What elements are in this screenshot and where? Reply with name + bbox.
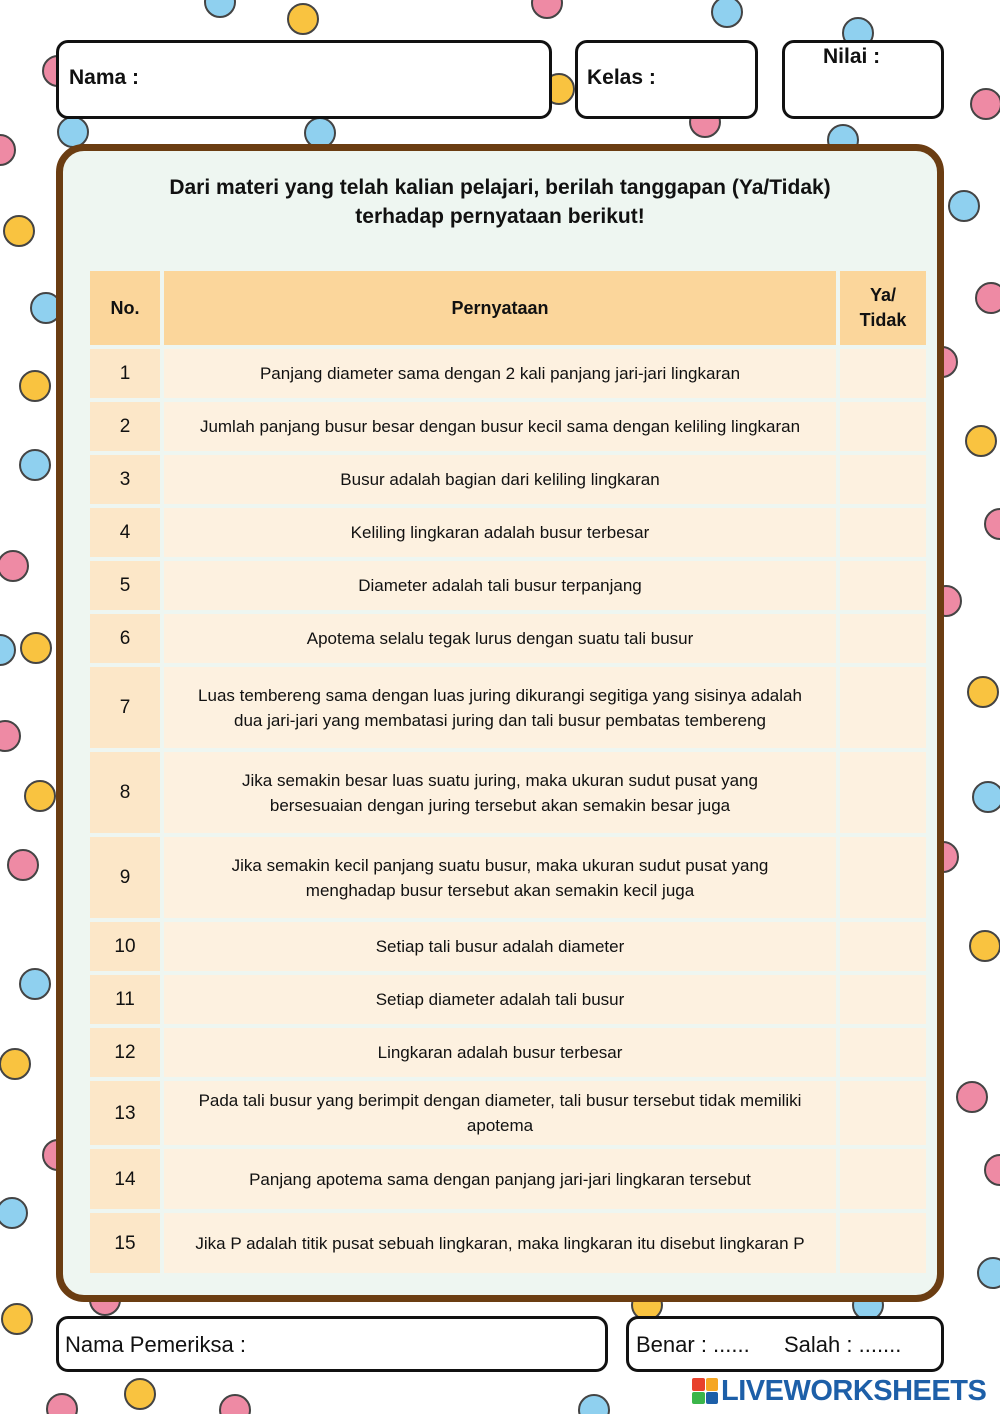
answer-input[interactable] — [840, 576, 926, 596]
answer-input[interactable] — [840, 990, 926, 1010]
row-number: 2 — [90, 402, 160, 451]
statement-text: Jumlah panjang busur besar dengan busur kecil sama dengan keliling lingkaran — [164, 402, 836, 451]
instruction-text — [63, 173, 937, 231]
answer-input[interactable] — [840, 629, 926, 649]
table-row — [90, 561, 926, 610]
statement-text: Lingkaran adalah busur terbesar — [164, 1028, 836, 1077]
statement-line-2: menghadap busur tersebut akan semakin kecil juga — [305, 880, 695, 900]
statement-text — [164, 667, 836, 748]
result-box — [626, 1316, 944, 1372]
class-box — [575, 40, 758, 119]
statement-text: Diameter adalah tali busur terpanjang — [164, 561, 836, 610]
row-number: 12 — [90, 1028, 160, 1077]
table-row — [90, 349, 926, 398]
answer-input[interactable] — [840, 470, 926, 490]
table-row — [90, 1028, 926, 1077]
statement-line-1: Jika semakin besar luas suatu juring, maka ukuran sudut pusat yang — [242, 770, 758, 790]
answer-input[interactable] — [840, 937, 926, 957]
table-row — [90, 975, 926, 1024]
answer-cell — [840, 975, 926, 1024]
statement-text — [164, 837, 836, 918]
answer-input[interactable] — [840, 364, 926, 384]
liveworksheets-logo-icon — [692, 1378, 718, 1404]
statement-text: Apotema selalu tegak lurus dengan suatu tali busur — [164, 614, 836, 663]
row-number: 10 — [90, 922, 160, 971]
name-input[interactable] — [159, 63, 539, 95]
row-number: 13 — [90, 1081, 160, 1145]
instruction-line-1: Dari materi yang telah kalian pelajari, berilah tanggapan (Ya/Tidak) — [169, 176, 831, 199]
answer-input[interactable] — [840, 1170, 926, 1190]
answer-cell — [840, 508, 926, 557]
correct-count-label: Benar : ...... — [636, 1332, 750, 1357]
answer-cell — [840, 561, 926, 610]
row-number: 5 — [90, 561, 160, 610]
answer-cell — [840, 402, 926, 451]
column-header-answer-line-2: Tidak — [859, 310, 907, 330]
statement-line-1: Pada tali busur yang berimpit dengan diameter, tali busur tersebut tidak memiliki — [198, 1091, 802, 1110]
wrong-count-label: Salah : ....... — [784, 1332, 902, 1357]
answer-cell — [840, 1028, 926, 1077]
score-input[interactable] — [799, 73, 929, 107]
answer-input[interactable] — [840, 868, 926, 888]
row-number: 1 — [90, 349, 160, 398]
statement-text: Panjang diameter sama dengan 2 kali panjang jari-jari lingkaran — [164, 349, 836, 398]
answer-cell — [840, 1213, 926, 1273]
statement-text: Panjang apotema sama dengan panjang jari-jari lingkaran tersebut — [164, 1149, 836, 1209]
table-row — [90, 614, 926, 663]
answer-input[interactable] — [840, 1043, 926, 1063]
row-number: 15 — [90, 1213, 160, 1273]
table-row — [90, 752, 926, 833]
score-label: Nilai : — [823, 45, 881, 68]
name-box — [56, 40, 552, 119]
table-row — [90, 1213, 926, 1273]
row-number: 11 — [90, 975, 160, 1024]
answer-cell — [840, 837, 926, 918]
checker-box — [56, 1316, 608, 1372]
statement-line-1: Luas tembereng sama dengan luas juring dikurangi segitiga yang sisinya adalah — [198, 685, 802, 705]
answer-cell — [840, 349, 926, 398]
table-row — [90, 508, 926, 557]
statement-text — [164, 1081, 836, 1145]
answer-cell — [840, 922, 926, 971]
class-label: Kelas : — [587, 66, 656, 89]
statement-text: Jika P adalah titik pusat sebuah lingkaran, maka lingkaran itu disebut lingkaran P — [164, 1213, 836, 1273]
row-number: 14 — [90, 1149, 160, 1209]
answer-cell — [840, 752, 926, 833]
row-number: 4 — [90, 508, 160, 557]
table-row — [90, 922, 926, 971]
table-header-row — [90, 271, 926, 345]
class-input[interactable] — [673, 63, 751, 95]
answer-input[interactable] — [840, 783, 926, 803]
table-row — [90, 667, 926, 748]
row-number: 6 — [90, 614, 160, 663]
liveworksheets-logo-text: LIVEWORKSHEETS — [721, 1374, 987, 1407]
column-header-answer-line-1: Ya/ — [869, 285, 897, 305]
answer-cell — [840, 667, 926, 748]
statement-text: Busur adalah bagian dari keliling lingkaran — [164, 455, 836, 504]
instruction-line-2: terhadap pernyataan berikut! — [355, 205, 645, 228]
table-row — [90, 1149, 926, 1209]
statement-table — [86, 267, 930, 1277]
statement-line-2: apotema — [466, 1116, 534, 1135]
statement-text: Setiap diameter adalah tali busur — [164, 975, 836, 1024]
table-row — [90, 455, 926, 504]
statement-line-2: bersesuaian dengan juring tersebut akan semakin besar juga — [269, 795, 731, 815]
answer-input[interactable] — [840, 523, 926, 543]
answer-input[interactable] — [840, 698, 926, 718]
checker-label: Nama Pemeriksa : — [65, 1332, 246, 1357]
answer-cell — [840, 614, 926, 663]
answer-input[interactable] — [840, 1104, 926, 1124]
statement-text — [164, 752, 836, 833]
column-header-answer — [840, 271, 926, 345]
statement-text: Keliling lingkaran adalah busur terbesar — [164, 508, 836, 557]
checker-input[interactable] — [265, 1331, 595, 1359]
statement-text: Setiap tali busur adalah diameter — [164, 922, 836, 971]
statement-line-2: dua jari-jari yang membatasi juring dan tali busur pembatas tembereng — [233, 710, 766, 730]
answer-cell — [840, 455, 926, 504]
row-number: 3 — [90, 455, 160, 504]
answer-input[interactable] — [840, 1234, 926, 1254]
table-row — [90, 1081, 926, 1145]
answer-cell — [840, 1149, 926, 1209]
table-row — [90, 837, 926, 918]
row-number: 7 — [90, 667, 160, 748]
score-box — [782, 40, 944, 119]
answer-input[interactable] — [840, 417, 926, 437]
liveworksheets-logo — [692, 1374, 986, 1408]
column-header-no: No. — [90, 271, 160, 345]
statement-line-1: Jika semakin kecil panjang suatu busur, maka ukuran sudut pusat yang — [231, 855, 769, 875]
answer-cell — [840, 1081, 926, 1145]
name-label: Nama : — [69, 66, 140, 89]
row-number: 8 — [90, 752, 160, 833]
row-number: 9 — [90, 837, 160, 918]
column-header-statement: Pernyataan — [164, 271, 836, 345]
worksheet-frame — [56, 144, 944, 1302]
table-row — [90, 402, 926, 451]
